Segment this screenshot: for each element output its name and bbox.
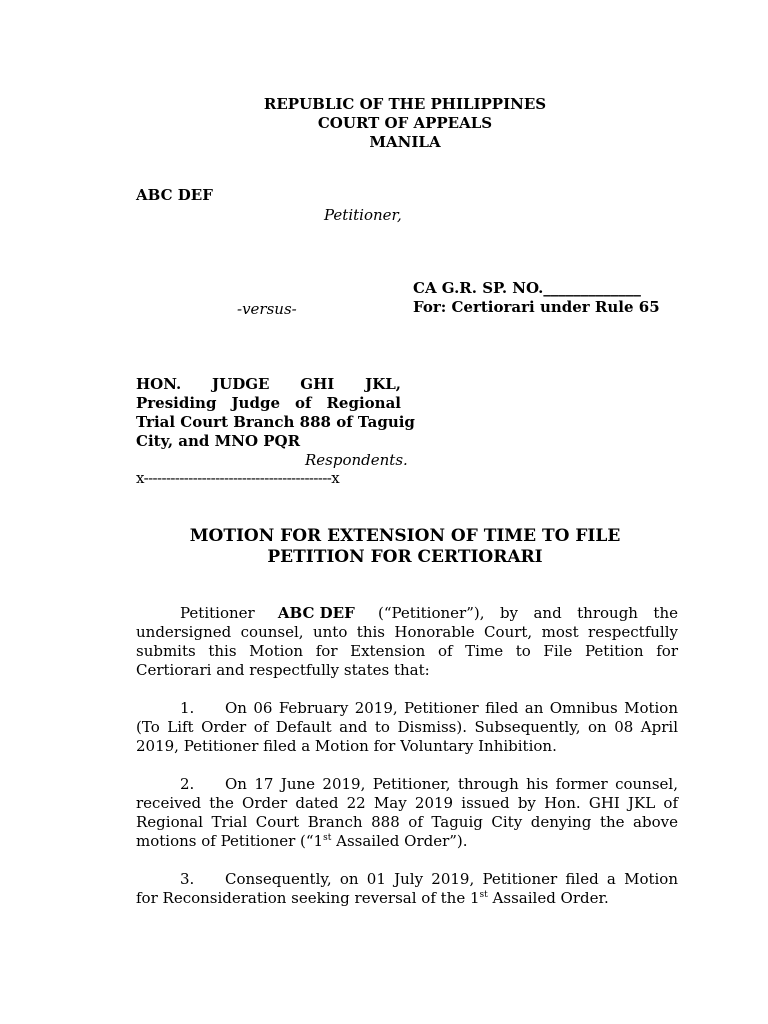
- respondent-word-first: GHI: [300, 375, 335, 393]
- respondent-line-4: City, and MNO PQR: [136, 432, 301, 450]
- item-2-line-3: Regional Trial Court Branch 888 of Taguig City denying the above: [136, 813, 678, 831]
- intro-line-1: [180, 604, 678, 623]
- item-1-line-1: On 06 February 2019, Petitioner filed an Omnibus Motion: [225, 699, 678, 717]
- item-3-number: 3.: [180, 870, 195, 888]
- document-title-line-1: MOTION FOR EXTENSION OF TIME TO FILE: [189, 526, 621, 546]
- intro-line-4: Certiorari and respectfully states that:: [136, 661, 430, 679]
- item-1-line-2: (To Lift Order of Default and to Dismiss). Subsequently, on 08 April: [136, 718, 678, 736]
- item-2-number: 2.: [180, 775, 195, 793]
- document-title-line-2: PETITION FOR CERTIORARI: [267, 547, 543, 567]
- case-number: [413, 279, 641, 297]
- item-2-line-4-b: Assailed Order”).: [331, 832, 468, 850]
- case-number-label: CA G.R. SP. NO.: [413, 279, 544, 297]
- petitioner-role: Petitioner,: [324, 206, 402, 224]
- case-nature: For: Certiorari under Rule 65: [413, 298, 660, 316]
- respondent-word-hon: HON.: [136, 375, 182, 393]
- header-court: COURT OF APPEALS: [317, 114, 493, 132]
- item-2-line-1: On 17 June 2019, Petitioner, through his former counsel,: [225, 775, 678, 793]
- item-3-line-1: Consequently, on 01 July 2019, Petitioner filed a Motion: [225, 870, 678, 888]
- item-3-line-2: [136, 889, 609, 908]
- item-3-line-2-a: for Reconsideration seeking reversal of the 1: [136, 889, 480, 907]
- intro-line-3: submits this Motion for Extension of Time to File Petition for: [136, 642, 678, 660]
- intro-petitioner-word: Petitioner: [180, 604, 255, 622]
- caption-separator: x------------------------------------------x: [136, 469, 340, 487]
- item-1-line-3: 2019, Petitioner filed a Motion for Voluntary Inhibition.: [136, 737, 557, 755]
- item-2-line-4: [136, 832, 468, 851]
- respondent-line-2: Presiding Judge of Regional: [136, 394, 401, 412]
- respondent-word-last: JKL,: [365, 375, 401, 393]
- item-3-line-2-sup: st: [479, 890, 488, 900]
- item-1-number: 1.: [180, 699, 195, 717]
- petitioner-name: ABC DEF: [136, 186, 213, 204]
- respondent-line-3: Trial Court Branch 888 of Taguig: [136, 413, 415, 431]
- respondent-word-judge: JUDGE: [212, 375, 270, 393]
- intro-line-2: undersigned counsel, unto this Honorable Court, most respectfully: [136, 623, 678, 641]
- respondent-role: Respondents.: [305, 451, 408, 469]
- intro-petitioner-name: ABC DEF: [277, 604, 355, 622]
- header-republic: REPUBLIC OF THE PHILIPPINES: [263, 95, 547, 113]
- versus: -versus-: [237, 300, 297, 318]
- item-2-line-4-a: motions of Petitioner (“1: [136, 832, 324, 850]
- respondent-line-1: [136, 375, 401, 394]
- item-2-line-2: received the Order dated 22 May 2019 issued by Hon. GHI JKL of: [136, 794, 678, 812]
- item-3-line-2-b: Assailed Order.: [487, 889, 609, 907]
- item-2-line-4-sup: st: [323, 833, 332, 843]
- case-number-blank: _____________: [543, 279, 641, 297]
- header-city: MANILA: [369, 133, 441, 151]
- intro-line-1-rest: (“Petitioner”), by and through the: [377, 604, 678, 622]
